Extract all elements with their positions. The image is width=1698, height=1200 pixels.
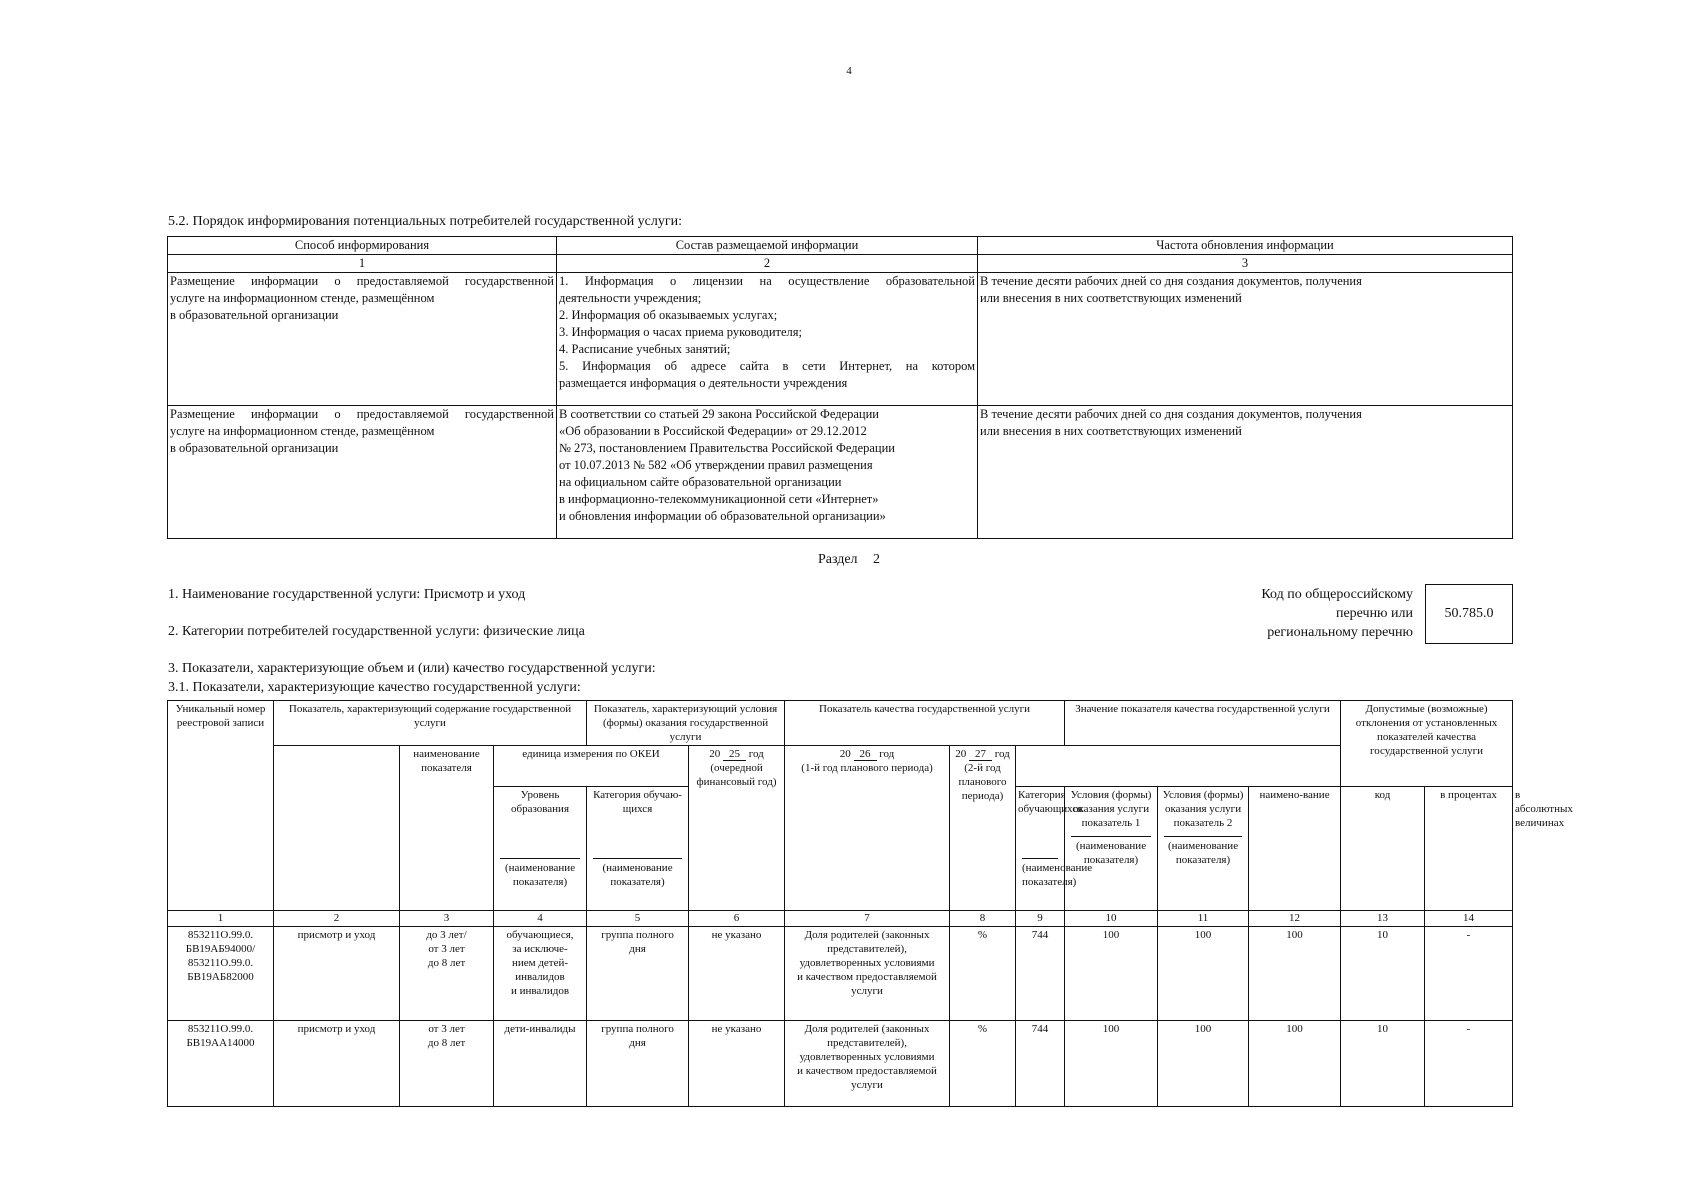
year-prefix: 20: [839, 748, 851, 760]
year-description: (1-й год планового периода): [801, 762, 933, 774]
registry-code-value: 50.785.0: [1444, 606, 1494, 621]
text-line: или внесения в них соответствующих изменений: [980, 291, 1242, 305]
col-num: 14: [1425, 911, 1513, 927]
quality-indicators-title: 3.1. Показатели, характеризующие качество государственной услуги:: [168, 680, 581, 695]
text-line: Размещение информации о предоставляемой государственной: [170, 274, 554, 288]
subheader-condition-2: [1158, 787, 1249, 911]
subheader-note: (наименование показателя): [500, 858, 580, 889]
text-line: 5. Информация об адресе сайта в сети Интернет, на котором: [559, 359, 975, 373]
col-num: 9: [1016, 911, 1065, 927]
table-row: [168, 273, 1513, 406]
text-line: и качеством предоставляемой: [797, 1065, 937, 1077]
text-line: В течение десяти рабочих дней со дня создания документов, получения: [980, 274, 1362, 288]
registry-code-cell: [168, 927, 274, 1021]
section-heading: [0, 552, 1698, 568]
year-value: 26: [854, 748, 877, 761]
category-1-cell: [400, 927, 494, 1021]
quality-header-row-3: Уровень образования (наименование показателя) Категория обучаю-щихся (наименование показателя) Категория обучающихся (наименование показателя) Условия (формы) оказания услуги показатель 1 (наименование показателя) Условия (формы) оказания услуги показатель 2 (наименование показателя) наимено-вание код в процентах в абсолютных величинах: [168, 787, 1513, 911]
text-line: Доля родителей (законных: [804, 1023, 930, 1035]
text-line: 2. Информация об оказываемых услугах;: [559, 308, 778, 322]
subheader-text: Категория обучаю-щихся: [593, 789, 682, 815]
text-line: 4. Расписание учебных занятий;: [559, 342, 731, 356]
level-cell: присмотр и уход: [274, 1021, 400, 1107]
year-prefix: 20: [955, 748, 967, 760]
col-num: 13: [1341, 911, 1425, 927]
method-cell: [168, 406, 557, 539]
content-cell: [557, 273, 978, 406]
text-line: В течение десяти рабочих дней со дня создания документов, получения: [980, 407, 1362, 421]
method-cell: [168, 273, 557, 406]
header-level: [274, 746, 400, 911]
text-line: услуге на информационном стенде, размещённом: [170, 424, 435, 438]
col-num: 12: [1249, 911, 1341, 927]
registry-code-box: [1425, 584, 1513, 644]
subheader-text: Условия (формы) оказания услуги показатель 2: [1162, 789, 1244, 829]
column-numbers-row: [168, 911, 1513, 927]
text-line: в образовательной организации: [170, 308, 339, 322]
text-line: удовлетворенных условиями: [799, 957, 935, 969]
subheader-note: (наименование показателя): [1164, 836, 1242, 867]
content-cell: [557, 406, 978, 539]
quality-header-row-1: [168, 701, 1513, 746]
col-num: 3: [978, 255, 1513, 273]
text-line: 853211О.99.0.: [187, 929, 254, 941]
unit-name-cell: %: [950, 927, 1016, 1021]
text-line: от 3 лет: [428, 943, 465, 955]
col-num: 5: [587, 911, 689, 927]
text-line: Размещение информации о предоставляемой государственной: [170, 407, 554, 421]
condition-1-cell: [587, 927, 689, 1021]
deviation-percent-cell: 10: [1341, 1021, 1425, 1107]
subheader-text: Категория обучающихся: [1018, 789, 1083, 815]
text-line: группа полного: [601, 929, 674, 941]
quality-header-row-2: [168, 746, 1513, 787]
text-line: БВ19АА14000: [186, 1037, 255, 1049]
value-2027-cell: 100: [1249, 1021, 1341, 1107]
category-2-cell: [494, 1021, 587, 1107]
header-method: Способ информирования: [168, 237, 557, 255]
text-line: 853211О.99.0.: [187, 1023, 254, 1035]
text-line: группа полного: [601, 1023, 674, 1035]
year-suffix: год: [994, 748, 1010, 760]
text-line: услуги: [851, 1079, 883, 1091]
text-line: № 273, постановлением Правительства Российской Федерации: [559, 441, 895, 455]
value-2026-cell: 100: [1158, 927, 1249, 1021]
value-2027-cell: 100: [1249, 927, 1341, 1021]
section-label: Раздел: [817, 552, 858, 567]
header-year-2027: [950, 746, 1016, 911]
text-line: В соответствии со статьей 29 закона Российской Федерации: [559, 407, 879, 421]
header-unit: единица измерения по ОКЕИ: [494, 746, 689, 787]
col-num: 1: [168, 911, 274, 927]
header-conditions: Показатель, характеризующий условия (формы) оказания государственной услуги: [587, 701, 785, 746]
quality-table: [167, 700, 1573, 1107]
header-content: Состав размещаемой информации: [557, 237, 978, 255]
text-line: представителей),: [827, 1037, 907, 1049]
indicator-cell: [785, 1021, 950, 1107]
text-line: 3. Информация о часах приема руководителя;: [559, 325, 803, 339]
text-line: удовлетворенных условиями: [799, 1051, 935, 1063]
subheader-level: [494, 787, 587, 911]
text-line: дня: [629, 943, 646, 955]
text-line: и обновления информации об образовательной организации»: [559, 509, 886, 523]
deviation-absolute-cell: -: [1425, 927, 1513, 1021]
section-5-2-title: 5.2. Порядок информирования потенциальных потребителей государственной услуги:: [168, 214, 683, 229]
informing-table: [167, 236, 1513, 539]
informing-table-numbers: [168, 255, 1513, 273]
text-line: перечню или: [1335, 606, 1413, 621]
subheader-category-2: [1016, 787, 1093, 911]
year-description: (очередной финансовый год): [696, 762, 777, 788]
unit-code-cell: 744: [1016, 1021, 1065, 1107]
text-line: за исключе-: [512, 943, 568, 955]
text-line: БВ19АБ94000/: [185, 943, 256, 955]
header-year-2026: [785, 746, 950, 911]
subheader-text: Условия (формы) оказания услуги показатель 1: [1070, 789, 1152, 829]
unit-code-cell: 744: [1016, 927, 1065, 1021]
informing-table-header: [168, 237, 1513, 255]
text-line: до 8 лет: [427, 1037, 466, 1049]
subheader-note: (наименование показателя): [1071, 836, 1151, 867]
header-frequency: Частота обновления информации: [978, 237, 1513, 255]
text-line: Доля родителей (законных: [804, 929, 930, 941]
text-line: услуги: [851, 985, 883, 997]
text-line: до 8 лет: [427, 957, 466, 969]
category-1-cell: [400, 1021, 494, 1107]
header-year-2025: [689, 746, 785, 911]
subheader-note: (наименование показателя): [593, 858, 682, 889]
frequency-cell: [978, 406, 1513, 539]
col-num: 8: [950, 911, 1016, 927]
subheader-unit-name: наимено-вание: [1249, 787, 1341, 911]
col-num: 7: [785, 911, 950, 927]
indicator-cell: [785, 927, 950, 1021]
text-line: на официальном сайте образовательной организации: [559, 475, 842, 489]
frequency-cell: [978, 273, 1513, 406]
header-deviation: Допустимые (возможные) отклонения от установленных показателей качества государственной услуги: [1341, 701, 1513, 787]
year-suffix: год: [879, 748, 895, 760]
col-num: 11: [1158, 911, 1249, 927]
page-number: 4: [846, 65, 852, 77]
year-suffix: год: [748, 748, 764, 760]
text-line: инвалидов: [515, 971, 565, 983]
value-2026-cell: 100: [1158, 1021, 1249, 1107]
text-line: БВ19АБ82000: [187, 971, 254, 983]
level-cell: присмотр и уход: [274, 927, 400, 1021]
col-num: 2: [557, 255, 978, 273]
text-line: нием детей-: [511, 957, 569, 969]
text-line: от 10.07.2013 № 582 «Об утверждении правил размещения: [559, 458, 873, 472]
condition-2-cell: не указано: [689, 927, 785, 1021]
subheader-text: Уровень образования: [510, 789, 570, 815]
text-line: представителей),: [827, 943, 907, 955]
value-2025-cell: 100: [1065, 927, 1158, 1021]
table-row: [168, 1021, 1513, 1107]
year-value: 25: [723, 748, 746, 761]
text-line: от 3 лет: [428, 1023, 465, 1035]
col-num: 10: [1065, 911, 1158, 927]
subheader-unit-code: код: [1341, 787, 1425, 911]
text-line: в информационно-телекоммуникационной сети «Интернет»: [559, 492, 879, 506]
indicators-title: 3. Показатели, характеризующие объем и (или) качество государственной услуги:: [168, 661, 656, 676]
header-values: Значение показателя качества государственной услуги: [1065, 701, 1341, 746]
deviation-absolute-cell: -: [1425, 1021, 1513, 1107]
text-line: размещается информация о деятельности учреждения: [559, 376, 848, 390]
header-content: Показатель, характеризующий содержание государственной услуги: [274, 701, 587, 746]
subheader-note: (наименование показателя): [1022, 858, 1058, 889]
text-line: в образовательной организации: [170, 441, 339, 455]
table-row: [168, 406, 1513, 539]
subheader-percent: в процентах: [1425, 787, 1513, 911]
registry-code-label: [1261, 585, 1413, 642]
text-line: региональному перечню: [1267, 625, 1413, 640]
year-prefix: 20: [709, 748, 721, 760]
service-name: 1. Наименование государственной услуги: Присмотр и уход: [168, 587, 526, 602]
subheader-condition-1: [1065, 787, 1158, 911]
text-line: дети-инвалиды: [504, 1023, 576, 1035]
col-num: 2: [274, 911, 400, 927]
text-line: деятельности учреждения;: [559, 291, 702, 305]
category-2-cell: [494, 927, 587, 1021]
text-line: Код по общероссийскому: [1261, 587, 1413, 602]
section-number: 2: [873, 552, 881, 567]
table-row: [168, 927, 1513, 1021]
condition-2-cell: не указано: [689, 1021, 785, 1107]
text-line: услуге на информационном стенде, размещённом: [170, 291, 435, 305]
col-num: 1: [168, 255, 557, 273]
col-num: 6: [689, 911, 785, 927]
subheader-category-1: [587, 787, 689, 911]
text-line: и качеством предоставляемой: [797, 971, 937, 983]
registry-code-cell: [168, 1021, 274, 1107]
header-unique-number: Уникальный номер реестровой записи: [168, 701, 274, 911]
value-2025-cell: 100: [1065, 1021, 1158, 1107]
unit-name-cell: %: [950, 1021, 1016, 1107]
condition-1-cell: [587, 1021, 689, 1107]
year-description: (2-й год планового периода): [958, 762, 1007, 802]
text-line: или внесения в них соответствующих изменений: [980, 424, 1242, 438]
text-line: обучающиеся,: [506, 929, 574, 941]
col-num: 4: [494, 911, 587, 927]
service-consumers: 2. Категории потребителей государственной услуги: физические лица: [168, 624, 585, 639]
col-num: 3: [400, 911, 494, 927]
text-line: до 3 лет/: [426, 929, 467, 941]
text-line: «Об образовании в Российской Федерации» от 29.12.2012: [559, 424, 867, 438]
year-value: 27: [969, 748, 992, 761]
deviation-percent-cell: 10: [1341, 927, 1425, 1021]
header-indicator-name: наименование показателя: [400, 746, 494, 911]
text-line: 1. Информация о лицензии на осуществление образовательной: [559, 274, 975, 288]
text-line: дня: [629, 1037, 646, 1049]
text-line: 853211О.99.0.: [187, 957, 254, 969]
header-quality: Показатель качества государственной услуги: [785, 701, 1065, 746]
text-line: и инвалидов: [510, 985, 570, 997]
